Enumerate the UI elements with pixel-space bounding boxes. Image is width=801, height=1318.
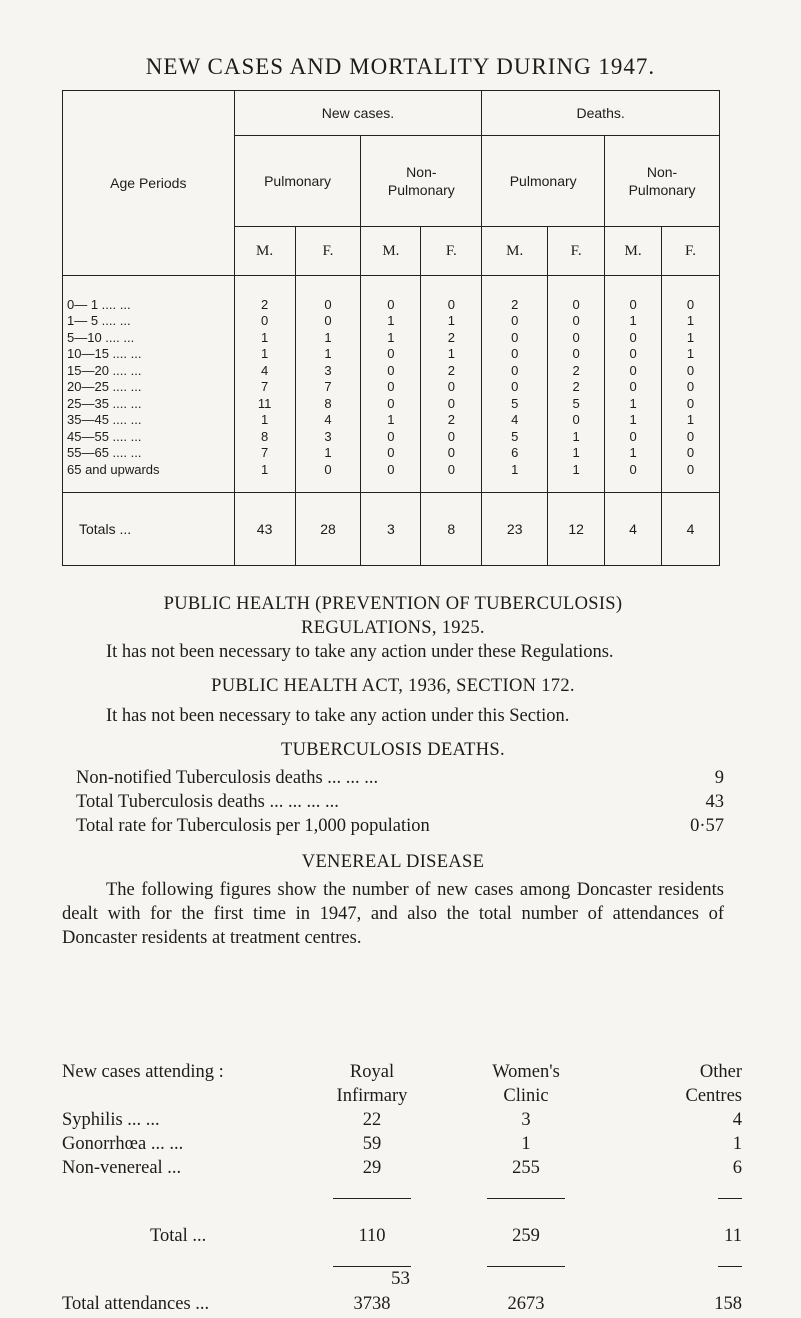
venereal-cell: 59	[362, 1134, 382, 1154]
divider	[718, 1266, 742, 1267]
public-health-act-text: It has not been necessary to take any action under this Section.	[106, 706, 570, 726]
table-cell: 3	[295, 362, 361, 379]
tb-deaths-label: Total rate for Tuberculosis per 1,000 population	[76, 816, 430, 836]
venereal-cell: 6	[732, 1158, 742, 1178]
table-cell: 1	[662, 329, 720, 346]
table-cell: 0	[421, 395, 482, 412]
tb-regulations-text: It has not been necessary to take any action under these Regulations.	[106, 642, 614, 662]
table-row	[63, 428, 720, 445]
table-cell: 0	[662, 461, 720, 478]
tb-deaths-value: 0·57	[690, 816, 724, 836]
venereal-total-cell: 259	[512, 1226, 540, 1246]
venereal-heading: VENEREAL DISEASE	[301, 852, 485, 872]
table-cell: 5	[482, 428, 548, 445]
table-cell: 1	[548, 461, 605, 478]
col-royal-infirmary: Royal	[349, 1062, 395, 1082]
age-period-cell: 1— 5 .... ...	[63, 313, 235, 330]
deaths-header: Deaths.	[482, 91, 720, 136]
table-cell: 0	[662, 395, 720, 412]
table-cell: 0	[605, 346, 662, 363]
table-cell: 0	[421, 379, 482, 396]
venereal-attend-cell: 158	[714, 1294, 742, 1314]
venereal-attend-cell: 3738	[353, 1294, 391, 1314]
table-cell: 4	[234, 362, 295, 379]
table-cell: 1	[548, 445, 605, 462]
table-cell: 0	[482, 346, 548, 363]
table-cell: 1	[295, 346, 361, 363]
age-period-cell: 20—25 .... ...	[63, 379, 235, 396]
page-title: NEW CASES AND MORTALITY DURING 1947.	[145, 54, 656, 79]
age-period-cell: 5—10 .... ...	[63, 329, 235, 346]
table-row	[63, 313, 720, 330]
table-cell: 6	[482, 445, 548, 462]
m-header: M.	[234, 227, 295, 276]
table-cell: 1	[361, 329, 421, 346]
table-cell: 1	[295, 445, 361, 462]
table-row	[63, 461, 720, 478]
table-cell: 4	[295, 412, 361, 429]
age-period-cell: 15—20 .... ...	[63, 362, 235, 379]
table-cell: 1	[234, 329, 295, 346]
table-cell: 8	[295, 395, 361, 412]
table-cell: 1	[421, 313, 482, 330]
totals-row	[63, 492, 720, 565]
venereal-cell: 3	[521, 1110, 531, 1130]
total-cell: 3	[361, 492, 421, 565]
total-cell: 28	[295, 492, 361, 565]
table-cell: 1	[662, 346, 720, 363]
prose-block	[62, 592, 724, 950]
table-cell: 0	[605, 461, 662, 478]
col-royal-infirmary-2: Infirmary	[336, 1086, 408, 1106]
table-cell: 8	[234, 428, 295, 445]
venereal-cell: 1	[732, 1134, 742, 1154]
table-row	[63, 296, 720, 313]
table-cell: 1	[548, 428, 605, 445]
table-cell: 3	[295, 428, 361, 445]
venereal-attend-cell: 2673	[507, 1294, 545, 1314]
col-other-centres-2: Centres	[685, 1086, 742, 1106]
table-cell: 0	[361, 428, 421, 445]
table-cell: 11	[234, 395, 295, 412]
table-cell: 0	[662, 362, 720, 379]
table-cell: 0	[361, 346, 421, 363]
tb-regulations-heading-1: PUBLIC HEALTH (PREVENTION OF TUBERCULOSIS)	[163, 594, 623, 614]
age-period-cell: 10—15 .... ...	[63, 346, 235, 363]
tb-deaths-list	[62, 766, 724, 838]
table-cell: 0	[548, 313, 605, 330]
table-row	[63, 395, 720, 412]
table-cell: 1	[234, 461, 295, 478]
table-cell: 0	[482, 362, 548, 379]
table-cell: 4	[482, 412, 548, 429]
table-cell: 0	[421, 296, 482, 313]
table-cell: 0	[605, 379, 662, 396]
venereal-cell: 1	[521, 1134, 531, 1154]
table-cell: 0	[421, 445, 482, 462]
venereal-row-label: Syphilis ... ...	[62, 1110, 160, 1130]
table-cell: 0	[548, 296, 605, 313]
table-cell: 2	[548, 379, 605, 396]
table-cell: 0	[482, 329, 548, 346]
table-cell: 7	[295, 379, 361, 396]
m-header: M.	[605, 227, 662, 276]
total-cell: 12	[548, 492, 605, 565]
age-period-cell: 25—35 .... ...	[63, 395, 235, 412]
table-row	[63, 379, 720, 396]
f-header: F.	[548, 227, 605, 276]
f-header: F.	[662, 227, 720, 276]
col-womens-clinic-2: Clinic	[503, 1086, 549, 1106]
rule-row	[62, 1182, 742, 1226]
table-cell: 0	[605, 362, 662, 379]
table-cell: 1	[605, 313, 662, 330]
table-cell: 1	[361, 412, 421, 429]
table-cell: 0	[361, 379, 421, 396]
table-cell: 2	[421, 362, 482, 379]
age-period-cell: 55—65 .... ...	[63, 445, 235, 462]
table-cell: 1	[421, 346, 482, 363]
tb-deaths-label: Total Tuberculosis deaths ... ... ... ...	[76, 792, 339, 812]
table-row	[63, 329, 720, 346]
new-cases-header: New cases.	[234, 91, 482, 136]
table-cell: 7	[234, 445, 295, 462]
table-cell: 2	[548, 362, 605, 379]
new-pulmonary-header: Pulmonary	[234, 136, 361, 227]
table-cell: 2	[421, 329, 482, 346]
tb-deaths-value: 9	[714, 768, 724, 788]
venereal-cell: 4	[732, 1110, 742, 1130]
tb-deaths-row	[76, 814, 724, 838]
total-cell: 43	[234, 492, 295, 565]
table-cell: 0	[295, 461, 361, 478]
venereal-row	[62, 1134, 742, 1158]
table-cell: 1	[605, 395, 662, 412]
f-header: F.	[295, 227, 361, 276]
table-cell: 0	[662, 445, 720, 462]
venereal-cell: 22	[362, 1110, 382, 1130]
total-cell: 4	[605, 492, 662, 565]
total-cell: 23	[482, 492, 548, 565]
age-period-cell: 0— 1 .... ...	[63, 296, 235, 313]
table-cell: 0	[361, 296, 421, 313]
table-cell: 0	[421, 461, 482, 478]
age-periods-header: Age Periods	[63, 91, 235, 276]
venereal-row-label: Gonorrhœa ... ...	[62, 1134, 184, 1154]
table-cell: 0	[361, 445, 421, 462]
venereal-attend-row	[62, 1294, 742, 1318]
m-header: M.	[482, 227, 548, 276]
table-cell: 1	[605, 412, 662, 429]
divider	[487, 1266, 565, 1267]
table-cell: 2	[482, 296, 548, 313]
venereal-cell: 29	[362, 1158, 382, 1178]
table-cell: 0	[662, 428, 720, 445]
tb-deaths-label: Non-notified Tuberculosis deaths ... ... ...	[76, 768, 379, 788]
venereal-total-cell: 11	[724, 1226, 742, 1246]
table-cell: 0	[605, 329, 662, 346]
total-cell: 4	[662, 492, 720, 565]
new-non-pulmonary-header: Non- Pulmonary	[361, 136, 482, 227]
age-period-cell: 35—45 .... ...	[63, 412, 235, 429]
f-header: F.	[421, 227, 482, 276]
age-period-cell: 65 and upwards	[63, 461, 235, 478]
table-cell: 1	[482, 461, 548, 478]
table-cell: 1	[234, 412, 295, 429]
tb-regulations-heading-2: REGULATIONS, 1925.	[301, 618, 485, 638]
death-pulmonary-header: Pulmonary	[482, 136, 605, 227]
table-row	[63, 445, 720, 462]
table-cell: 1	[662, 412, 720, 429]
venereal-total-cell: 110	[358, 1226, 386, 1246]
venereal-cell: 255	[512, 1158, 540, 1178]
venereal-col-label: New cases attending :	[62, 1062, 224, 1082]
m-header: M.	[361, 227, 421, 276]
divider	[487, 1198, 565, 1199]
death-non-pulmonary-header: Non- Pulmonary	[605, 136, 720, 227]
venereal-attend-label: Total attendances ...	[62, 1294, 210, 1314]
venereal-header-row-2	[62, 1086, 742, 1110]
table-row	[63, 412, 720, 429]
tb-cases-table	[62, 90, 720, 566]
table-cell: 1	[361, 313, 421, 330]
table-cell: 5	[482, 395, 548, 412]
table-cell: 2	[234, 296, 295, 313]
table-cell: 0	[361, 395, 421, 412]
table-cell: 0	[482, 313, 548, 330]
table-cell: 0	[605, 296, 662, 313]
age-period-cell: 45—55 .... ...	[63, 428, 235, 445]
table-cell: 0	[295, 313, 361, 330]
divider	[333, 1266, 411, 1267]
venereal-header-row	[62, 1062, 742, 1086]
total-cell: 8	[421, 492, 482, 565]
table-cell: 2	[421, 412, 482, 429]
table-cell: 0	[295, 296, 361, 313]
table-cell: 0	[662, 379, 720, 396]
public-health-act-heading: PUBLIC HEALTH ACT, 1936, SECTION 172.	[211, 676, 575, 696]
table-cell: 1	[295, 329, 361, 346]
table-cell: 0	[548, 346, 605, 363]
table-row	[63, 346, 720, 363]
table-cell: 0	[548, 329, 605, 346]
venereal-row	[62, 1158, 742, 1182]
table-cell: 0	[421, 428, 482, 445]
venereal-total-row	[62, 1226, 742, 1250]
col-womens-clinic: Women's	[492, 1062, 560, 1082]
venereal-total-label: Total ...	[150, 1226, 207, 1246]
table-cell: 0	[361, 461, 421, 478]
tb-deaths-value: 43	[705, 792, 724, 812]
table-cell: 7	[234, 379, 295, 396]
page-number: 53	[391, 1268, 410, 1289]
table-cell: 0	[605, 428, 662, 445]
table-cell: 1	[234, 346, 295, 363]
table-cell: 1	[605, 445, 662, 462]
table-cell: 0	[234, 313, 295, 330]
venereal-row-label: Non-venereal ...	[62, 1158, 182, 1178]
table-cell: 0	[482, 379, 548, 396]
table-row	[63, 362, 720, 379]
venereal-text: The following figures show the number of new cases among Doncaster residents dealt with for the first time in 1947, and also the total number of attendances of Doncaster residents at treatment centres.	[62, 880, 724, 948]
col-other-centres: Other	[699, 1062, 742, 1082]
tb-deaths-heading: TUBERCULOSIS DEATHS.	[281, 740, 505, 760]
tb-deaths-row	[76, 790, 724, 814]
table-cell: 1	[662, 313, 720, 330]
divider	[333, 1198, 411, 1199]
table-cell: 0	[361, 362, 421, 379]
table-cell: 0	[662, 296, 720, 313]
totals-label: Totals ...	[63, 492, 235, 565]
table-cell: 0	[548, 412, 605, 429]
divider	[718, 1198, 742, 1199]
venereal-row	[62, 1110, 742, 1134]
tb-deaths-row	[76, 766, 724, 790]
table-body	[63, 296, 720, 478]
table-cell: 5	[548, 395, 605, 412]
